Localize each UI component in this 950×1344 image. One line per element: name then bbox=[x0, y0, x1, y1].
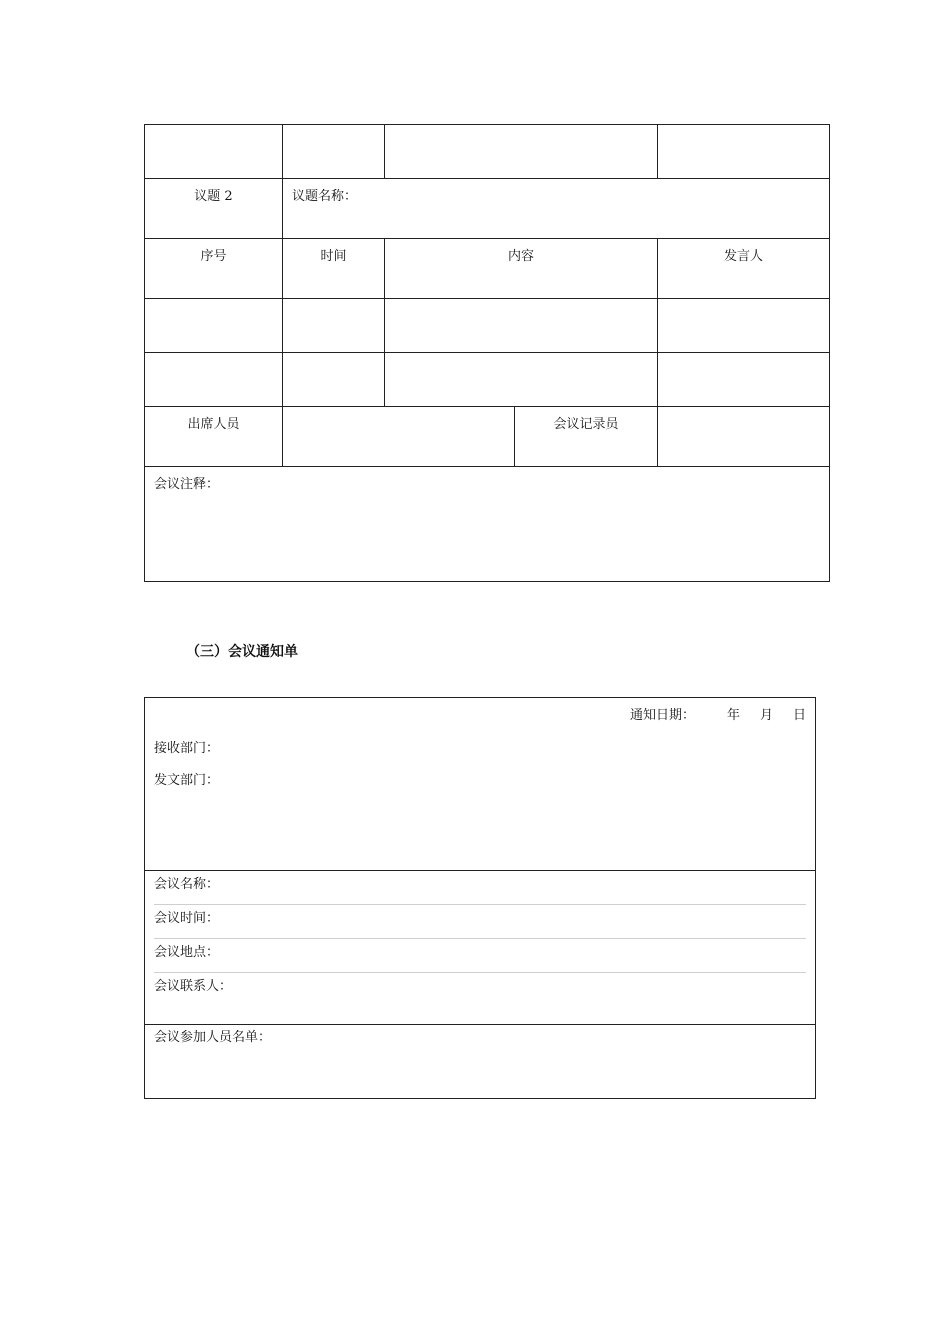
recorder-field[interactable] bbox=[658, 407, 830, 467]
meeting-name-field[interactable]: 会议名称： bbox=[154, 877, 220, 892]
table-row bbox=[145, 698, 816, 871]
recorder-label: 会议记录员 bbox=[515, 407, 658, 467]
month-label: 月 bbox=[759, 708, 773, 723]
notes-field[interactable]: 会议注释： bbox=[145, 467, 830, 582]
header-serial: 序号 bbox=[145, 239, 283, 299]
topic-label: 议题 2 bbox=[145, 179, 283, 239]
issuing-dept-field[interactable]: 发文部门： bbox=[154, 773, 220, 788]
notice-date[interactable] bbox=[154, 698, 806, 735]
header-speaker: 发言人 bbox=[658, 239, 830, 299]
header-time: 时间 bbox=[283, 239, 385, 299]
empty-cell[interactable] bbox=[385, 299, 658, 353]
year-label: 年 bbox=[726, 708, 740, 723]
empty-cell[interactable] bbox=[658, 299, 830, 353]
participants-block bbox=[145, 1025, 816, 1099]
table-header-row bbox=[145, 239, 830, 299]
empty-cell[interactable] bbox=[283, 353, 385, 407]
empty-cell[interactable] bbox=[145, 299, 283, 353]
empty-cell[interactable] bbox=[145, 353, 283, 407]
meeting-notice-table bbox=[144, 697, 816, 1099]
table-row bbox=[145, 125, 830, 179]
meeting-time-field[interactable]: 会议时间： bbox=[154, 904, 806, 938]
table-row bbox=[145, 353, 830, 407]
receiving-dept-field[interactable]: 接收部门： bbox=[154, 741, 220, 756]
empty-cell[interactable] bbox=[385, 353, 658, 407]
table-row bbox=[145, 179, 830, 239]
table-row bbox=[145, 299, 830, 353]
table-row bbox=[145, 467, 830, 582]
table-row bbox=[145, 407, 830, 467]
empty-cell[interactable] bbox=[658, 125, 830, 179]
meeting-topic-table bbox=[144, 124, 830, 582]
meeting-contact-field[interactable]: 会议联系人： bbox=[154, 972, 806, 1024]
empty-cell[interactable] bbox=[385, 125, 658, 179]
notice-top-block bbox=[145, 698, 816, 871]
empty-cell[interactable] bbox=[283, 125, 385, 179]
empty-cell[interactable] bbox=[283, 299, 385, 353]
header-content: 内容 bbox=[385, 239, 658, 299]
table-row bbox=[145, 1025, 816, 1099]
attendees-label: 出席人员 bbox=[145, 407, 283, 467]
empty-cell[interactable] bbox=[145, 125, 283, 179]
date-label: 通知日期： bbox=[629, 708, 695, 723]
day-label: 日 bbox=[792, 708, 806, 723]
empty-cell[interactable] bbox=[658, 353, 830, 407]
meeting-info-block bbox=[145, 871, 816, 1025]
section-heading: （三）会议通知单 bbox=[186, 644, 298, 660]
table-row bbox=[145, 871, 816, 1025]
topic-name-label[interactable]: 议题名称： bbox=[283, 179, 830, 239]
meeting-place-field[interactable]: 会议地点： bbox=[154, 938, 806, 972]
attendees-field[interactable] bbox=[283, 407, 515, 467]
participants-field[interactable]: 会议参加人员名单： bbox=[154, 1030, 272, 1045]
